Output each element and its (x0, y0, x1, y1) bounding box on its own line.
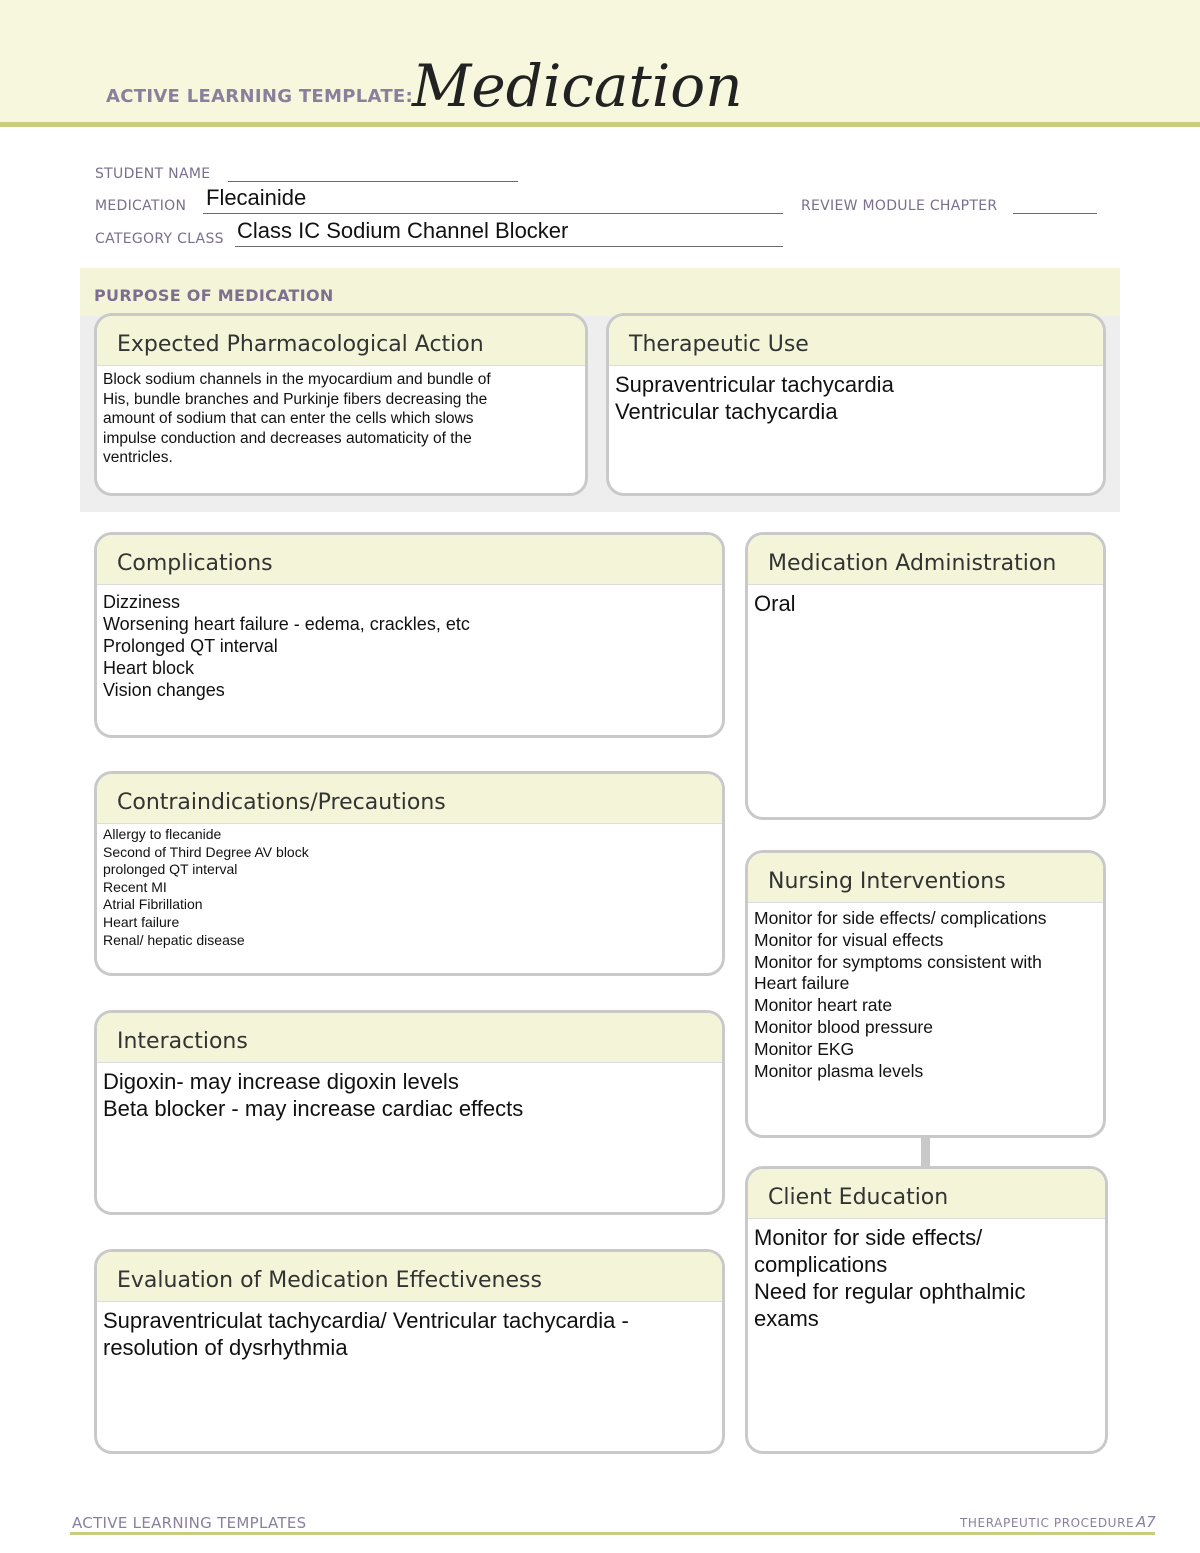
text-line: Monitor plasma levels (754, 1060, 924, 1081)
text-line: Monitor EKG (754, 1038, 855, 1059)
card-title: Expected Pharmacological Action (97, 316, 585, 366)
text-line: Digoxin- may increase digoxin levels (103, 1069, 459, 1094)
card-body[interactable] (748, 1219, 1105, 1332)
text-line: Supraventricular tachycardia (615, 372, 894, 397)
card-body[interactable] (97, 1063, 722, 1122)
student-name-label: STUDENT NAME (95, 166, 211, 182)
text-line: Dizziness (103, 592, 181, 612)
administration-card (745, 532, 1106, 820)
text-line: His, bundle branches and Purkinje fibers decreasing the (103, 390, 488, 408)
text-line: prolonged QT interval (103, 861, 238, 878)
medication-label: MEDICATION (95, 198, 187, 214)
text-line: Renal/ hepatic disease (103, 931, 245, 948)
text-line: Second of Third Degree AV block (103, 843, 309, 860)
purpose-label: PURPOSE OF MEDICATION (94, 286, 334, 305)
text-line: Heart failure (103, 913, 180, 930)
card-body[interactable] (97, 585, 722, 701)
text-line: Worsening heart failure - edema, crackles, etc (103, 614, 470, 634)
footer-divider (70, 1532, 1155, 1535)
text-line: Beta blocker - may increase cardiac effects (103, 1096, 524, 1121)
card-title: Contraindications/Precautions (97, 774, 722, 824)
card-title: Complications (97, 535, 722, 585)
text-line: Allergy to flecanide (103, 826, 222, 842)
text-line: resolution of dysrhythmia (103, 1335, 348, 1360)
card-body[interactable] (97, 1302, 722, 1361)
card-body[interactable] (748, 903, 1103, 1082)
text-line: Prolonged QT interval (103, 636, 278, 656)
text-line: Monitor for visual effects (754, 929, 944, 950)
text-line: Block sodium channels in the myocardium and bundle of (103, 371, 491, 388)
page-title: Medication (412, 52, 743, 120)
card-title: Nursing Interventions (748, 853, 1103, 903)
card-title: Client Education (748, 1169, 1105, 1219)
text-line: Heart block (103, 658, 195, 678)
footer-left-text: ACTIVE LEARNING TEMPLATES (72, 1514, 307, 1532)
therapeutic-use-card (606, 313, 1106, 496)
card-connector (921, 1136, 930, 1166)
text-line: Heart failure (754, 973, 850, 994)
text-line: impulse conduction and decreases automaticity of the (103, 429, 472, 447)
expected-action-card (94, 313, 588, 496)
text-line: exams (754, 1306, 819, 1331)
template-label: ACTIVE LEARNING TEMPLATE: (106, 86, 413, 107)
interactions-card (94, 1010, 725, 1215)
text-line: Need for regular ophthalmic (754, 1279, 1026, 1304)
text-line: complications (754, 1252, 888, 1277)
card-title: Therapeutic Use (609, 316, 1103, 366)
nursing-interventions-card (745, 850, 1106, 1138)
card-title: Evaluation of Medication Effectiveness (97, 1252, 722, 1302)
footer-right-text: THERAPEUTIC PROCEDURE (960, 1516, 1135, 1530)
evaluation-card (94, 1249, 725, 1454)
card-body[interactable] (748, 585, 1103, 617)
text-line: Atrial Fibrillation (103, 896, 203, 913)
review-module-field[interactable] (1013, 213, 1097, 214)
text-line: Monitor heart rate (754, 995, 893, 1016)
text-line: Monitor for side effects/ complications (754, 908, 1047, 928)
text-line: Monitor blood pressure (754, 1016, 933, 1037)
contraindications-card (94, 771, 725, 976)
review-module-label: REVIEW MODULE CHAPTER (801, 198, 998, 214)
medication-field[interactable] (203, 213, 783, 214)
category-class-value: Class IC Sodium Channel Blocker (237, 218, 569, 243)
text-line: ventricles. (103, 449, 173, 466)
page-number: A7 (1136, 1513, 1156, 1531)
text-line: Monitor for side effects/ (754, 1225, 983, 1250)
client-education-card (745, 1166, 1108, 1454)
medication-value: Flecainide (206, 185, 307, 210)
card-body[interactable] (609, 366, 1103, 425)
text-line: Oral (754, 591, 796, 616)
category-class-field[interactable] (235, 246, 783, 247)
text-line: Ventricular tachycardia (615, 399, 838, 424)
student-name-field[interactable] (228, 181, 518, 182)
category-class-label: CATEGORY CLASS (95, 231, 224, 247)
card-title: Medication Administration (748, 535, 1103, 585)
text-line: amount of sodium that can enter the cells which slows (103, 410, 474, 427)
text-line: Vision changes (103, 680, 225, 700)
card-title: Interactions (97, 1013, 722, 1063)
card-body[interactable] (97, 366, 585, 468)
card-body[interactable] (97, 824, 722, 949)
text-line: Monitor for symptoms consistent with (754, 951, 1042, 972)
complications-card (94, 532, 725, 738)
text-line: Supraventriculat tachycardia/ Ventricular tachycardia - (103, 1308, 629, 1333)
text-line: Recent MI (103, 878, 167, 895)
